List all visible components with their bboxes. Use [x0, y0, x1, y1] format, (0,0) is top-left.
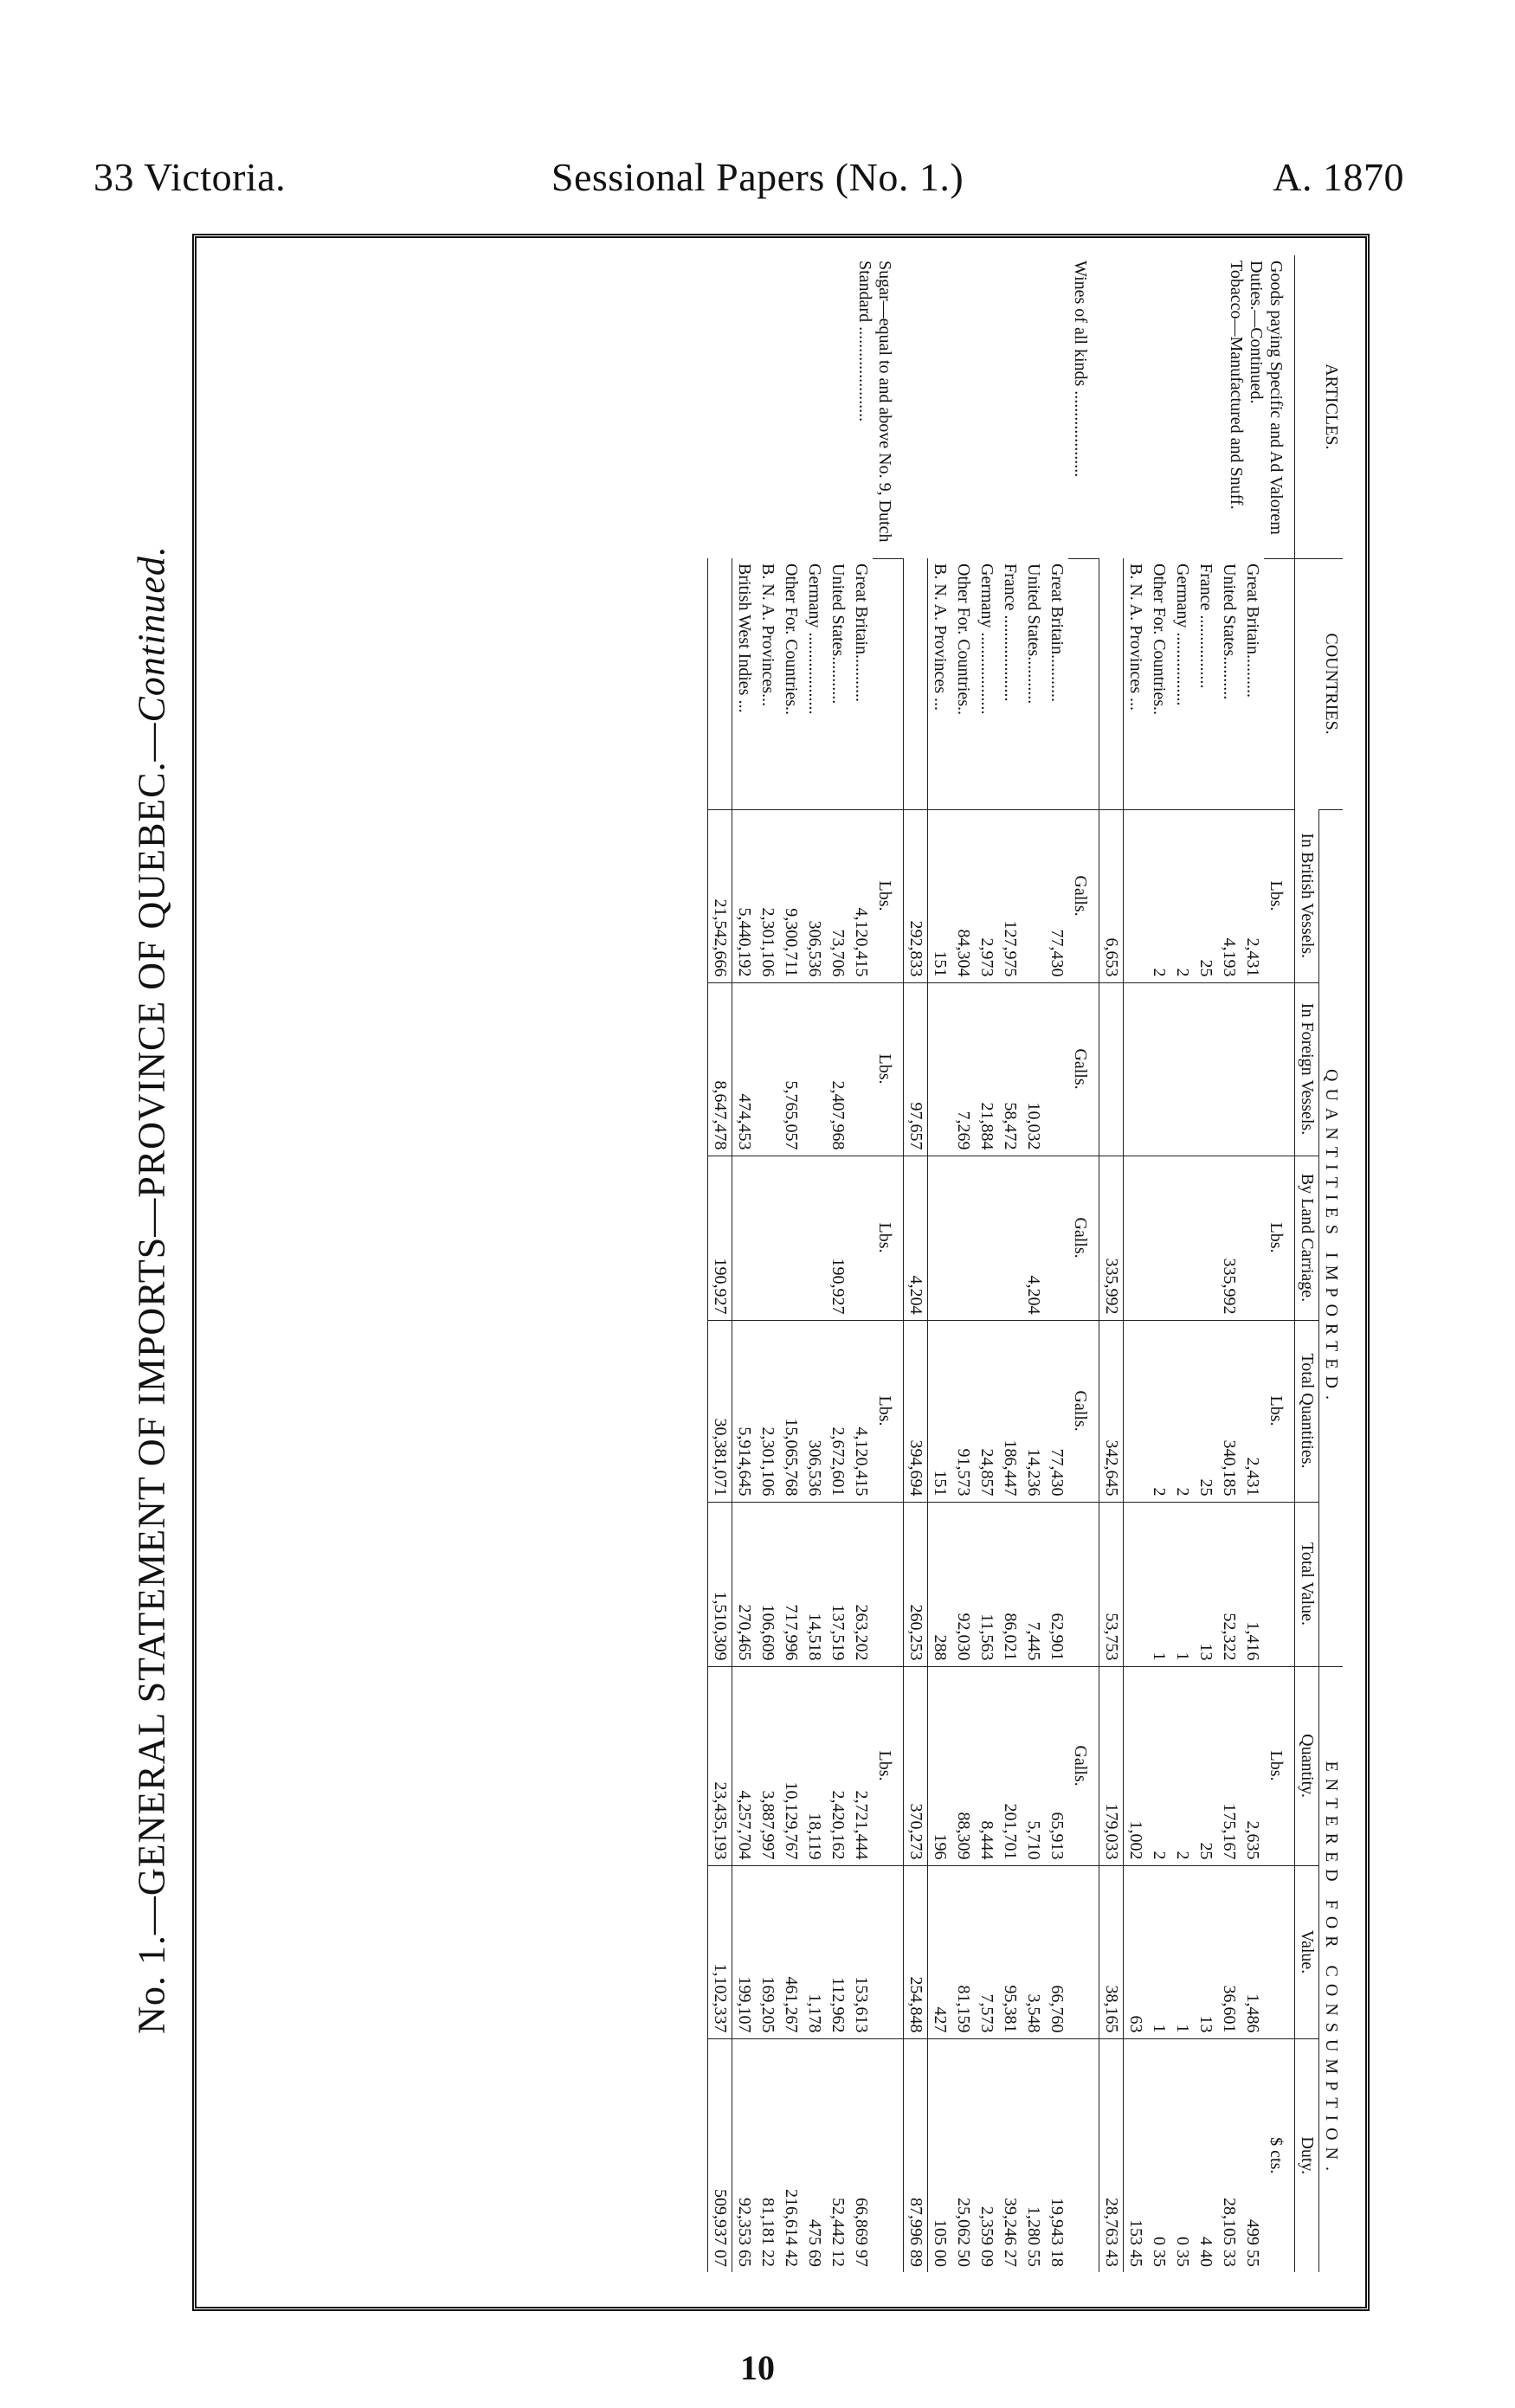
article-name: Sugar—equal to and above No. 9, Dutch Standard ......................	[855, 261, 895, 543]
total-cell: 1,102,337	[708, 1865, 732, 2038]
country-name: Great Britain..........	[1243, 563, 1262, 698]
cell-land	[1241, 1156, 1264, 1320]
unit-cell: $ cts.	[1264, 2038, 1295, 2272]
cell-total-v: 13	[1194, 1502, 1217, 1666]
country-name: Great Britain...........	[852, 563, 871, 702]
cell-value: 169,205	[756, 1865, 779, 2038]
cell-total-v: 7,445	[1022, 1502, 1045, 1666]
unit-cell	[873, 1865, 904, 2038]
cell-land	[975, 1156, 998, 1320]
cell-total-q: 14,236	[1022, 1320, 1045, 1502]
cell-foreign	[1241, 982, 1264, 1156]
cell-qty: 5,710	[1022, 1666, 1045, 1865]
cell-value: 63	[1124, 1865, 1148, 2038]
cell-british: 306,536	[803, 809, 826, 982]
cell-british: 25	[1194, 809, 1217, 982]
unit-row	[1068, 255, 1099, 2272]
cell-qty: 10,129,767	[779, 1666, 803, 1865]
cell-total-v: 270,465	[732, 1502, 757, 1666]
unit-cell	[1264, 1502, 1295, 1666]
country-name: B. N. A. Provinces...	[758, 563, 777, 706]
total-label-blank	[904, 558, 928, 809]
col-foreign-vessels: In Foreign Vessels.	[1295, 982, 1319, 1156]
cell-foreign	[1170, 982, 1194, 1156]
cell-total-q: 25	[1194, 1320, 1217, 1502]
cell-british: 2,431	[1241, 809, 1264, 982]
table-row	[1147, 255, 1170, 2272]
cell-duty: 4 40	[1194, 2038, 1217, 2272]
col-total-value: Total Value.	[1295, 1502, 1319, 1666]
cell-value: 3,548	[1022, 1865, 1045, 2038]
unit-cell	[873, 1502, 904, 1666]
total-cell: 30,381,071	[708, 1320, 732, 1502]
country-name: British West Indies ...	[735, 563, 754, 713]
unit-cell: Galls.	[1068, 1666, 1099, 1865]
cell-duty: 1,280 55	[1022, 2038, 1045, 2272]
unit-cell: Lbs.	[1264, 1156, 1295, 1320]
country-name: B. N. A. Provinces ...	[931, 563, 950, 711]
cell-qty: 88,309	[951, 1666, 975, 1865]
cell-qty: 2,635	[1241, 1666, 1264, 1865]
col-british-vessels: In British Vessels.	[1295, 809, 1319, 982]
col-value: Value.	[1295, 1865, 1319, 2038]
col-entered-consumption: ENTERED FOR CONSUMPTION.	[1319, 1666, 1344, 2272]
table-row	[998, 255, 1022, 2272]
cell-total-q: 77,430	[1045, 1320, 1068, 1502]
cell-value: 199,107	[732, 1865, 757, 2038]
table-row	[779, 255, 803, 2272]
unit-cell: Galls.	[1068, 982, 1099, 1156]
cell-british: 2,973	[975, 809, 998, 982]
country-name: France .................	[1196, 563, 1215, 689]
total-cell: 23,435,193	[708, 1666, 732, 1865]
cell-british: 2,301,106	[756, 809, 779, 982]
cell-total-v: 14,518	[803, 1502, 826, 1666]
cell-british: 4,120,415	[849, 809, 873, 982]
cell-land	[756, 1156, 779, 1320]
header-left: 33 Victoria.	[93, 155, 287, 199]
cell-qty: 2,721,444	[849, 1666, 873, 1865]
cell-qty: 201,701	[998, 1666, 1022, 1865]
country-name: B. N. A. Provinces ...	[1126, 563, 1145, 711]
cell-british: 9,300,711	[779, 809, 803, 982]
total-cell: 370,273	[904, 1666, 928, 1865]
cell-british: 2	[1170, 809, 1194, 982]
cell-british: 77,430	[1045, 809, 1068, 982]
cell-qty: 2,420,162	[826, 1666, 849, 1865]
cell-duty: 28,105 33	[1217, 2038, 1241, 2272]
total-row	[1099, 255, 1124, 2272]
cell-total-v: 52,322	[1217, 1502, 1241, 1666]
total-cell: 190,927	[708, 1156, 732, 1320]
cell-value: 461,267	[779, 1865, 803, 2038]
unit-cell	[1264, 1865, 1295, 2038]
cell-qty: 3,887,997	[756, 1666, 779, 1865]
country-name: Other For. Countries..	[1150, 563, 1169, 715]
header-right: A. 1870	[1273, 155, 1404, 199]
cell-total-q: 340,185	[1217, 1320, 1241, 1502]
cell-total-q: 151	[928, 1320, 952, 1502]
cell-land	[779, 1156, 803, 1320]
unit-row	[873, 255, 904, 2272]
cell-total-v: 86,021	[998, 1502, 1022, 1666]
cell-duty: 81,181 22	[756, 2038, 779, 2272]
cell-value: 95,381	[998, 1865, 1022, 2038]
total-cell	[1099, 982, 1124, 1156]
cell-land: 335,992	[1217, 1156, 1241, 1320]
unit-cell: Lbs.	[873, 982, 904, 1156]
cell-land: 4,204	[1022, 1156, 1045, 1320]
cell-foreign	[756, 982, 779, 1156]
cell-british	[1022, 809, 1045, 982]
cell-british: 127,975	[998, 809, 1022, 982]
cell-value: 7,573	[975, 1865, 998, 2038]
table-row	[1045, 255, 1068, 2272]
cell-qty: 18,119	[803, 1666, 826, 1865]
table-row	[951, 255, 975, 2272]
col-quantities-imported: QUANTITIES IMPORTED.	[1319, 809, 1344, 1666]
unit-cell: Lbs.	[873, 1666, 904, 1865]
cell-duty: 66,869 97	[849, 2038, 873, 2272]
cell-foreign: 58,472	[998, 982, 1022, 1156]
total-row	[708, 255, 732, 2272]
cell-foreign	[928, 982, 952, 1156]
cell-land	[998, 1156, 1022, 1320]
cell-land	[1170, 1156, 1194, 1320]
total-cell: 38,165	[1099, 1865, 1124, 2038]
cell-duty: 92,353 65	[732, 2038, 757, 2272]
unit-cell: Galls.	[1068, 1156, 1099, 1320]
unit-cell: Lbs.	[1264, 1666, 1295, 1865]
cell-value: 36,601	[1217, 1865, 1241, 2038]
unit-cell	[1068, 1502, 1099, 1666]
total-cell: 28,763 43	[1099, 2038, 1124, 2272]
title-continued: Continued.	[130, 545, 173, 723]
cell-qty: 2	[1147, 1666, 1170, 1865]
cell-qty: 2	[1170, 1666, 1194, 1865]
total-cell: 1,510,309	[708, 1502, 732, 1666]
total-cell: 21,542,666	[708, 809, 732, 982]
country-blank	[1264, 558, 1295, 809]
cell-value: 1	[1170, 1865, 1194, 2038]
cell-value: 1,178	[803, 1865, 826, 2038]
cell-duty: 25,062 50	[951, 2038, 975, 2272]
total-cell: 8,647,478	[708, 982, 732, 1156]
cell-duty: 153 45	[1124, 2038, 1148, 2272]
cell-qty: 4,257,704	[732, 1666, 757, 1865]
cell-foreign: 7,269	[951, 982, 975, 1156]
country-blank	[873, 558, 904, 809]
cell-foreign: 2,407,968	[826, 982, 849, 1156]
unit-cell: Lbs.	[1264, 1320, 1295, 1502]
cell-foreign: 21,884	[975, 982, 998, 1156]
table-row	[1170, 255, 1194, 2272]
cell-british: 151	[928, 809, 952, 982]
country-blank	[1068, 558, 1099, 809]
table-row	[1022, 255, 1045, 2272]
total-cell: 509,937 07	[708, 2038, 732, 2272]
cell-qty: 8,444	[975, 1666, 998, 1865]
cell-land	[803, 1156, 826, 1320]
cell-duty: 475 69	[803, 2038, 826, 2272]
cell-duty: 499 55	[1241, 2038, 1264, 2272]
cell-total-q: 186,447	[998, 1320, 1022, 1502]
cell-total-v: 1	[1147, 1502, 1170, 1666]
col-countries: COUNTRIES.	[1295, 558, 1344, 809]
cell-duty: 105 00	[928, 2038, 952, 2272]
total-cell: 394,694	[904, 1320, 928, 1502]
cell-land	[951, 1156, 975, 1320]
country-name: Great Britain...........	[1048, 563, 1067, 702]
cell-foreign	[1194, 982, 1217, 1156]
cell-total-q: 2,431	[1241, 1320, 1264, 1502]
cell-british: 2	[1147, 809, 1170, 982]
cell-land	[849, 1156, 873, 1320]
cell-total-v: 106,609	[756, 1502, 779, 1666]
cell-land	[1147, 1156, 1170, 1320]
unit-cell: Lbs.	[1264, 809, 1295, 982]
cell-qty: 196	[928, 1666, 952, 1865]
total-cell: 87,996 89	[904, 2038, 928, 2272]
country-name: United States...........	[1024, 563, 1043, 705]
cell-total-v: 11,563	[975, 1502, 998, 1666]
imports-table	[707, 255, 1343, 2272]
table-row	[826, 255, 849, 2272]
unit-cell: Lbs.	[873, 1156, 904, 1320]
country-name: United States...........	[828, 563, 848, 705]
total-row	[904, 255, 928, 2272]
cell-british: 4,193	[1217, 809, 1241, 982]
cell-total-q: 2	[1147, 1320, 1170, 1502]
cell-duty: 52,442 12	[826, 2038, 849, 2272]
cell-value: 1	[1147, 1865, 1170, 2038]
cell-total-q: 2	[1170, 1320, 1194, 1502]
rotated-table	[213, 255, 1343, 2272]
cell-total-v: 92,030	[951, 1502, 975, 1666]
cell-total-q	[1124, 1320, 1148, 1502]
cell-british: 84,304	[951, 809, 975, 982]
table-row	[1241, 255, 1264, 2272]
total-cell: 254,848	[904, 1865, 928, 2038]
table-row	[928, 255, 952, 2272]
unit-cell: Lbs.	[873, 809, 904, 982]
country-name: Other For. Countries..	[782, 563, 801, 715]
table-body	[708, 255, 1295, 2272]
unit-cell: Lbs.	[873, 1320, 904, 1502]
unit-cell: Galls.	[1068, 809, 1099, 982]
country-name: France ....................	[1001, 563, 1020, 702]
cell-qty: 25	[1194, 1666, 1217, 1865]
cell-foreign	[849, 982, 873, 1156]
table-title	[130, 545, 174, 2034]
cell-foreign	[1045, 982, 1068, 1156]
cell-value: 13	[1194, 1865, 1217, 2038]
page-number: 10	[740, 2348, 775, 2387]
cell-total-q: 4,120,415	[849, 1320, 873, 1502]
country-name: United States..........	[1220, 563, 1239, 700]
cell-british	[1124, 809, 1148, 982]
cell-value: 81,159	[951, 1865, 975, 2038]
cell-duty: 2,359 09	[975, 2038, 998, 2272]
table-row	[1124, 255, 1148, 2272]
cell-total-q: 5,914,645	[732, 1320, 757, 1502]
cell-value: 153,613	[849, 1865, 873, 2038]
total-cell: 53,753	[1099, 1502, 1124, 1666]
cell-land: 190,927	[826, 1156, 849, 1320]
table-row	[803, 255, 826, 2272]
cell-value: 427	[928, 1865, 952, 2038]
cell-land	[928, 1156, 952, 1320]
country-name: Germany ...................	[805, 563, 824, 715]
cell-total-v: 137,519	[826, 1502, 849, 1666]
cell-duty: 19,943 18	[1045, 2038, 1068, 2272]
cell-total-v: 1	[1170, 1502, 1194, 1666]
total-cell: 179,033	[1099, 1666, 1124, 1865]
cell-duty: 39,246 27	[998, 2038, 1022, 2272]
unit-row	[1264, 255, 1295, 2272]
total-cell: 342,645	[1099, 1320, 1124, 1502]
cell-british: 73,706	[826, 809, 849, 982]
cell-total-v: 717,996	[779, 1502, 803, 1666]
table-row	[732, 255, 757, 2272]
cell-total-v: 288	[928, 1502, 952, 1666]
table-row	[975, 255, 998, 2272]
cell-total-q: 24,857	[975, 1320, 998, 1502]
total-label-blank	[1099, 558, 1124, 809]
col-quantity: Quantity.	[1295, 1666, 1319, 1865]
country-name: Other For. Countries..	[954, 563, 973, 715]
unit-cell	[1264, 982, 1295, 1156]
cell-total-q: 91,573	[951, 1320, 975, 1502]
table-row	[1217, 255, 1241, 2272]
cell-foreign: 5,765,057	[779, 982, 803, 1156]
cell-qty: 175,167	[1217, 1666, 1241, 1865]
col-total-quantities: Total Quantities.	[1295, 1320, 1319, 1502]
cell-foreign	[803, 982, 826, 1156]
total-cell: 260,253	[904, 1502, 928, 1666]
cell-foreign: 474,453	[732, 982, 757, 1156]
cell-qty: 65,913	[1045, 1666, 1068, 1865]
cell-foreign	[1217, 982, 1241, 1156]
col-duty: Duty.	[1295, 2038, 1319, 2272]
total-cell: 335,992	[1099, 1156, 1124, 1320]
col-articles: ARTICLES.	[1295, 255, 1344, 558]
cell-total-q: 15,065,768	[779, 1320, 803, 1502]
table-row	[756, 255, 779, 2272]
cell-land	[732, 1156, 757, 1320]
cell-total-v: 263,202	[849, 1502, 873, 1666]
cell-value: 112,962	[826, 1865, 849, 2038]
cell-qty: 1,002	[1124, 1666, 1148, 1865]
title-main: No. 1.—GENERAL STATEMENT OF IMPORTS—PROVINCE OF QUEBEC.—	[130, 722, 173, 2034]
cell-duty: 0 35	[1170, 2038, 1194, 2272]
cell-total-v: 1,416	[1241, 1502, 1264, 1666]
cell-foreign	[1124, 982, 1148, 1156]
cell-land	[1194, 1156, 1217, 1320]
cell-duty: 0 35	[1147, 2038, 1170, 2272]
cell-total-q: 2,301,106	[756, 1320, 779, 1502]
table-row	[1194, 255, 1217, 2272]
cell-duty: 216,614 42	[779, 2038, 803, 2272]
total-cell: 6,653	[1099, 809, 1124, 982]
total-cell: 4,204	[904, 1156, 928, 1320]
unit-cell: Galls.	[1068, 1320, 1099, 1502]
cell-total-q: 306,536	[803, 1320, 826, 1502]
cell-land	[1124, 1156, 1148, 1320]
total-cell: 97,657	[904, 982, 928, 1156]
unit-cell	[1068, 2038, 1099, 2272]
country-name: Germany ...................	[977, 563, 996, 715]
cell-total-v	[1124, 1502, 1148, 1666]
cell-foreign	[1147, 982, 1170, 1156]
article-name: Wines of all kinds ....................	[1071, 261, 1091, 478]
cell-total-v: 62,901	[1045, 1502, 1068, 1666]
country-name: Germany .................	[1173, 563, 1192, 706]
cell-total-q: 2,672,601	[826, 1320, 849, 1502]
total-label-blank	[708, 558, 732, 809]
unit-cell	[1068, 1865, 1099, 2038]
article-name: Goods paying Specific and Ad Valorem Duties.—Continued. Tobacco—Manufactured and Snuff.	[1227, 261, 1286, 535]
header-center: Sessional Papers (No. 1.)	[551, 155, 964, 199]
col-land-carriage: By Land Carriage.	[1295, 1156, 1319, 1320]
unit-cell	[873, 2038, 904, 2272]
cell-land	[1045, 1156, 1068, 1320]
table-row	[849, 255, 873, 2272]
cell-value: 1,486	[1241, 1865, 1264, 2038]
cell-foreign: 10,032	[1022, 982, 1045, 1156]
total-cell: 292,833	[904, 809, 928, 982]
cell-british: 5,440,192	[732, 809, 757, 982]
cell-value: 66,760	[1045, 1865, 1068, 2038]
